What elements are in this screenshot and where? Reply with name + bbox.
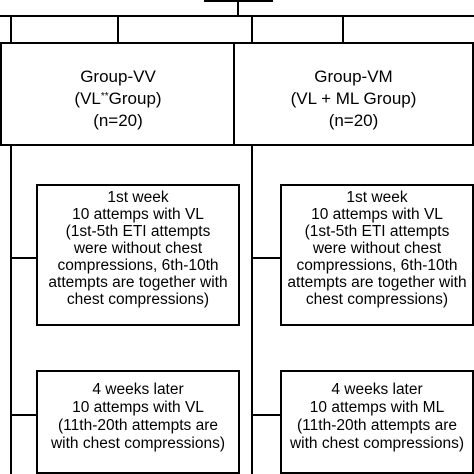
group-vv-subtitle-rest: Group) [108,89,162,108]
vm-later-line-4: with chest compressions) [289,435,464,452]
vv-week1-line-7: chest compressions) [66,291,210,308]
vv-later-line-3: (11th-20th attempts are [58,417,218,434]
vv-later-line-4: with chest compressions) [50,435,225,452]
group-vm-later-box [280,370,474,474]
group-vv-first-week-box [36,184,240,326]
vv-week1-line-5: compressions, 6th-10th [57,257,219,274]
group-vm-box [233,42,474,146]
vv-later-line-2: 10 attemps with VL [72,399,204,416]
vm-later-line-1: 4 weeks later [331,381,423,398]
group-vv-later-box [36,370,240,474]
vv-week1-line-2: 10 attemps with VL [72,206,204,223]
group-vm-subtitle [235,88,472,110]
group-vm-first-week-box [280,184,474,326]
group-vv-subtitle-main: (VL [74,89,101,108]
group-vv-box [0,42,236,146]
group-vv-subtitle [2,88,234,110]
vm-week1-line-3: (1st-5th ETI attempts [304,223,450,240]
vv-week1-line-3: (1st-5th ETI attempts [65,223,211,240]
vm-week1-line-7: chest compressions) [305,291,449,308]
vm-later-line-3: (11th-20th attempts are [297,417,457,434]
vm-week1-line-5: compressions, 6th-10th [296,257,458,274]
vv-week1-line-6: attempts are together with [48,274,228,291]
vv-later-line-1: 4 weeks later [92,381,184,398]
group-vv-title: Group-VV [80,67,156,86]
group-vm-subtitle-main: (VL + ML Group) [290,89,417,108]
vm-week1-line-6: attempts are together with [287,274,467,291]
vm-later-line-2: 10 attemps with ML [309,399,445,416]
vv-week1-line-1: 1st week [107,189,169,206]
vm-week1-line-2: 10 attemps with VL [311,206,443,223]
vm-week1-line-4: were without chest [312,240,442,257]
group-vm-title: Group-VM [314,67,393,86]
vv-week1-line-4: were without chest [73,240,203,257]
vm-week1-line-1: 1st week [346,189,408,206]
group-vv-subtitle-sup: ** [100,91,109,102]
group-vv-n: (n=20) [93,111,143,130]
group-vm-n: (n=20) [328,111,379,130]
